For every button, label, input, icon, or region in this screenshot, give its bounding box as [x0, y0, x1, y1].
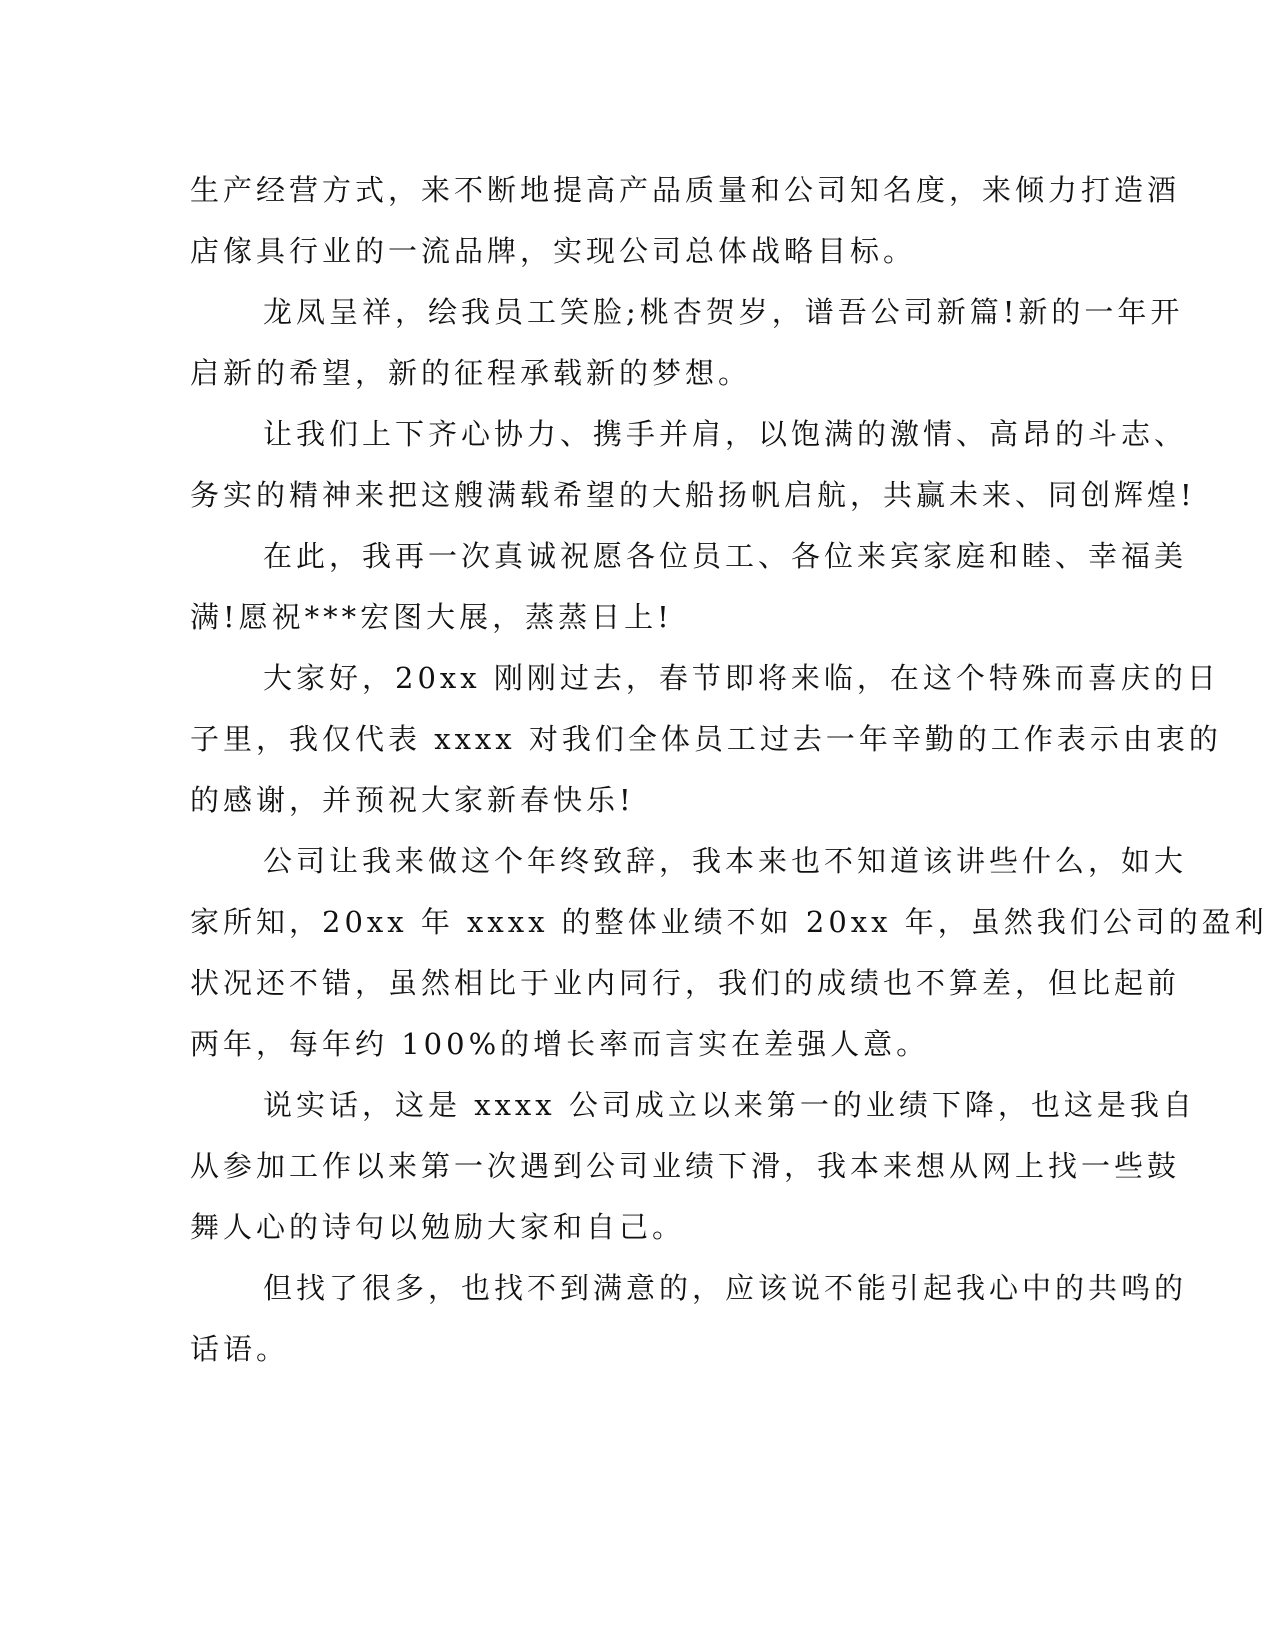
paragraph-line: 从参加工作以来第一次遇到公司业绩下滑，我本来想从网上找一些鼓	[190, 1149, 1181, 1183]
paragraph-line: 大家好，20xx 刚刚过去，春节即将来临，在这个特殊而喜庆的日	[263, 661, 1220, 695]
paragraph-4	[190, 526, 1188, 648]
paragraph-7	[190, 1075, 1196, 1258]
paragraph-3	[190, 404, 1196, 526]
paragraph-line: 生产经营方式，来不断地提高产品质量和公司知名度，来倾力打造酒	[190, 173, 1181, 207]
paragraph-line: 家所知，20xx 年 xxxx 的整体业绩不如 20xx 年，虽然我们公司的盈利	[190, 905, 1268, 939]
document-body	[190, 160, 1268, 1380]
paragraph-line: 满!愿祝***宏图大展，蒸蒸日上!	[190, 600, 673, 634]
paragraph-1	[190, 160, 1181, 282]
paragraph-line: 但找了很多，也找不到满意的，应该说不能引起我心中的共鸣的	[263, 1271, 1188, 1305]
paragraph-line: 龙凤呈祥，绘我员工笑脸;桃杏贺岁，谱吾公司新篇!新的一年开	[263, 295, 1184, 329]
paragraph-line: 两年，每年约 100%的增长率而言实在差强人意。	[190, 1027, 930, 1061]
paragraph-line: 子里，我仅代表 xxxx 对我们全体员工过去一年辛勤的工作表示由衷的	[190, 722, 1222, 756]
paragraph-line: 话语。	[190, 1332, 290, 1366]
paragraph-line: 在此，我再一次真诚祝愿各位员工、各位来宾家庭和睦、幸福美	[263, 539, 1188, 573]
paragraph-6	[190, 831, 1268, 1075]
paragraph-line: 状况还不错，虽然相比于业内同行，我们的成绩也不算差，但比起前	[190, 966, 1181, 1000]
paragraph-line: 务实的精神来把这艘满载希望的大船扬帆启航，共赢未来、同创辉煌!	[190, 478, 1196, 512]
paragraph-line: 说实话，这是 xxxx 公司成立以来第一的业绩下降，也这是我自	[263, 1088, 1196, 1122]
paragraph-line: 启新的希望，新的征程承载新的梦想。	[190, 356, 752, 390]
paragraph-8	[190, 1258, 1188, 1380]
paragraph-5	[190, 648, 1222, 831]
paragraph-line: 公司让我来做这个年终致辞，我本来也不知道该讲些什么，如大	[263, 844, 1188, 878]
paragraph-line: 舞人心的诗句以勉励大家和自己。	[190, 1210, 686, 1244]
paragraph-line: 让我们上下齐心协力、携手并肩，以饱满的激情、高昂的斗志、	[263, 417, 1188, 451]
paragraph-2	[190, 282, 1184, 404]
paragraph-line: 的感谢，并预祝大家新春快乐!	[190, 783, 635, 817]
paragraph-line: 店傢具行业的一流品牌，实现公司总体战略目标。	[190, 234, 917, 268]
